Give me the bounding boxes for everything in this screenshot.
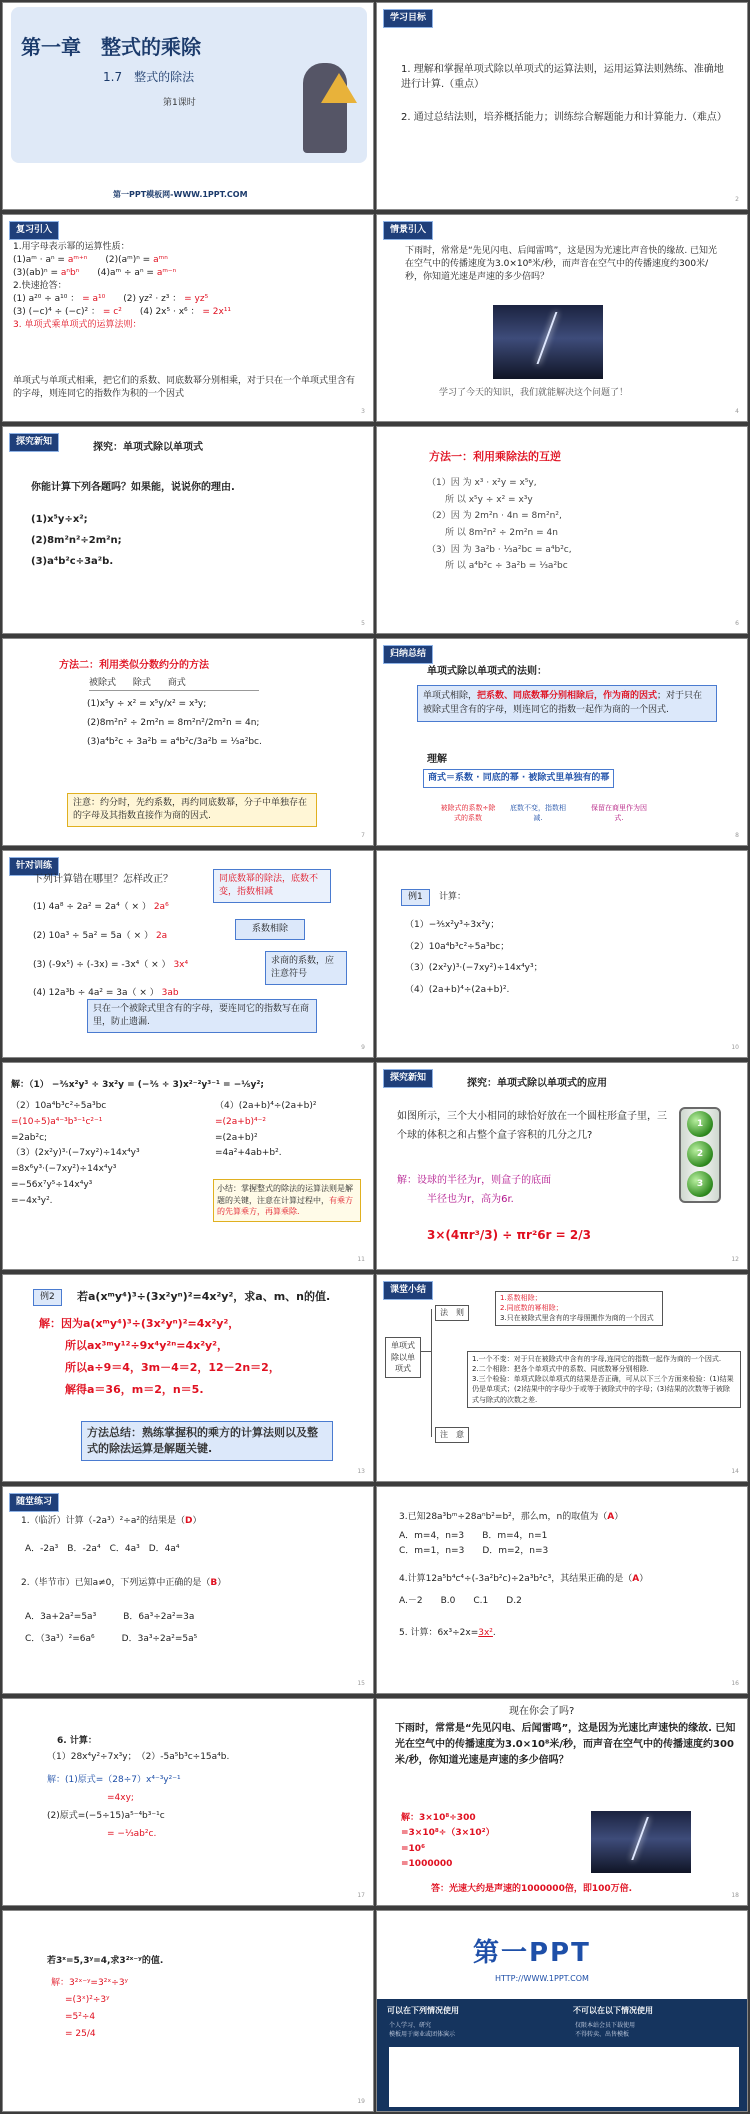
problem: (2)8m²n²÷2m²n; [31,535,122,546]
section-tag: 针对训练 [9,857,59,876]
rule-heading: 单项式除以单项式的法则： [427,666,547,677]
slide-7-method2 [2,638,374,846]
fraction-row: (3)a⁴b²c ÷ 3a²b = a⁴b²c/3a²b = ⅓a²bc. [87,736,262,747]
exercise: (3) (−c)⁴ ÷ (−c)² ： [13,307,100,318]
solution-line: =4xy; [107,1793,134,1803]
page-number: 13 [357,1468,365,1476]
step: 所 以 a⁴b²c ÷ 3a²b = ⅓a²bc [445,561,568,572]
note-item: 2.二个相除：把各个单项式中的系数、同底数幂分别相除. [472,1365,649,1374]
page-number: 5 [361,620,365,628]
allowed-item: 个人学习、研究 [389,2022,432,2029]
solution-line: 解：设球的半径为r，则盒子的底面 [397,1175,552,1186]
answer: aᵐ⁺ⁿ [67,255,88,266]
formula-part: 被除式里单独有的幂 [528,773,610,783]
ball: 1 [687,1111,713,1137]
answer: aᵐ⁻ⁿ [156,268,177,279]
method-summary: 方法总结：熟练掌握积的乘方的计算法则以及整式的除法运算是解题关键. [81,1421,333,1461]
callout: 只在一个被除式里含有的字母，要连同它的指数写在商里，防止遗漏. [87,999,317,1033]
multiplication-rule: 单项式与单项式相乘，把它们的系数、同底数幂分别相乘，对于只在一个单项式里含有的字母，则连同它的指数作为积的一个因式 [13,376,356,400]
usage-forbidden: 不可以在以下情况使用 [573,2006,653,2015]
section-tag: 随堂练习 [9,1493,59,1512]
option: C．4a³ [109,1544,140,1554]
solution-line: =8x⁶y³·(−7xy²)÷14x⁴y³ [11,1164,117,1174]
example-label: 例1 [401,889,430,906]
practice-question: 下列计算错在哪里？怎样改正？ [33,874,173,885]
slide-6-method1 [376,426,748,634]
answer: A [632,1574,640,1584]
option: A．3a+2a²=5a³ [25,1612,97,1622]
example-label: 例2 [33,1289,62,1306]
slide-13-example2 [2,1274,374,1482]
slide-18-revisit [376,1698,748,1906]
page-number: 18 [731,1892,739,1900]
solution-line: =2ab²c; [11,1132,48,1143]
final-answer: 答：光速大约是声速的1000000倍，即100万倍. [431,1884,633,1894]
item: (4) 12a³b ÷ 4a² = 3a（ × ） [33,988,159,999]
callout: 系数相除 [235,919,305,940]
review-q3: 3. 单项式乘单项式的运算法则： [13,320,142,331]
answer: = c² [102,307,122,318]
solution-line: 所以a÷9＝4，3m－4＝2，12－2n＝2， [65,1361,280,1374]
page-number: 11 [357,1256,365,1264]
step: 所 以 x⁵y ÷ x² = x³y [445,494,533,505]
branch-note: 注 意 [435,1427,469,1443]
forbidden-item: 仅限本站会员下载使用 [575,2022,636,2029]
rule-item: 2.同底数的幂相除； [500,1303,563,1312]
fraction-row: (1)x⁵y ÷ x² = x⁵y/x² = x³y; [87,699,207,709]
exercise: (4) 2x⁵ · x⁶ ： [139,307,200,318]
formula: (1)aᵐ · aⁿ = [13,255,65,266]
solution-line: =−4x³y². [11,1195,53,1206]
exercise: (2) yz² · z³ ： [123,294,182,305]
solution-line: 解得a＝36，m＝2，n＝5. [65,1383,204,1396]
solution-line: 解：（1） −⅗x²y³ ÷ 3x²y = (−⅗ ÷ 3)x²⁻²y³⁻¹ = −⅕y²; [11,1080,264,1090]
exercise: (1) a²⁰ ÷ a¹⁰ ： [13,294,80,305]
col-header: 除式 [132,678,151,688]
solution-line: =(2a+b)⁴⁻² [215,1116,267,1127]
slide-9-practice [2,850,374,1058]
chapter-title: 第一章 整式的乘除 [21,35,201,59]
solution-line: =(3ˣ)²÷3ʸ [65,1995,110,2006]
question: 3.已知28a³bᵐ÷28aⁿb²=b²，那么m，n的取值为（ [399,1512,608,1522]
slide-19-exponent [2,1910,374,2112]
slide-15-exercise: 随堂练习 1.（临沂）计算（-2a³）²÷a²的结果是（D） A．-2a³ B．-2a⁴ C．4a³ D．4a⁴ 2.（毕节市）已知a≠0，下列运算中正确的是（B） A．3a+2a²=5a³ B．6a³÷2a²=3a C．（3a³）²=6a⁶ D．3a³÷2a²=5a⁵ 15 [2,1486,374,1694]
option: B．6a³÷2a²=3a [123,1612,195,1622]
option: D．m=2，n=3 [482,1546,549,1557]
section-tag: 探究新知 [9,433,59,452]
solution-line: =−56x⁷y⁵÷14x⁴y³ [11,1179,93,1190]
step: （1）因 为 x³ · x²y = x⁵y, [427,478,537,488]
slide-17-calculation [2,1698,374,1906]
answer: = 2x¹¹ [202,307,232,318]
formula-part: 商式＝系数 [428,773,474,783]
question: 若3ˣ=5,3ʸ=4,求3²ˣ⁻ʸ的值. [47,1956,164,1966]
solution-line: = 25/4 [65,2029,96,2040]
volume-equation: 3×(4πr³/3) ÷ πr²6r = 2/3 [427,1228,591,1242]
answer: aᵐⁿ [153,255,168,266]
page-number: 9 [361,1044,365,1052]
rule-text: 单项式相除， [423,691,478,701]
rule-item: 1.系数相除； [500,1294,542,1302]
example-intro: 计算： [439,892,467,902]
question: 2.（毕节市）已知a≠0，下列运算中正确的是（ [21,1578,211,1588]
slide-4-scenario [376,214,748,422]
note-box: 注意：约分时，先约系数，再约同底数幂，分子中单独存在的字母及其指数直接作为商的因式. [67,793,317,827]
rule-text: ；对于只在被除式里含有的字母，则连同它的指数一起作为商的一个因式. [423,691,703,716]
problem: （2）10a⁴b³c²÷5a³bc； [405,941,510,952]
note: 底数不变，指数相减. [510,804,566,823]
problem: （1）−⅗x²y³÷3x²y； [405,920,500,930]
option: D．3a³÷2a²=5a⁵ [121,1633,198,1644]
problem: (1)x⁵y÷x²; [31,514,88,525]
branch-rule: 法 则 [435,1305,469,1321]
option: C．m=1，n=3 [399,1546,465,1557]
page-number: 2 [735,196,739,204]
solution-line: (2)原式=(−5÷15)a⁵⁻⁴b³⁻¹c [47,1811,165,1821]
page-number: 17 [357,1892,365,1900]
slide-14-recap [376,1274,748,1482]
col-header: 商式 [167,678,186,688]
ball: 2 [687,1141,713,1167]
section-tag: 课堂小结 [383,1281,433,1300]
slide-10-example1 [376,850,748,1058]
slide-8-summary [376,638,748,846]
solution-line: （3）(2x²y)³·(−7xy²)÷14x⁴y³ [11,1148,140,1159]
method-title: 方法一：利用乘除法的互逆 [429,450,561,463]
revisit-title: 现在你会了吗? [509,1706,575,1717]
review-q1: 1.用字母表示幂的运算性质： [13,242,130,252]
tip-emphasis: 有乘方的先算乘方，再算乘除. [217,1195,353,1217]
section-tag: 学习目标 [383,9,433,28]
slide-16-exercise: 3.已知28a³bᵐ÷28aⁿb²=b²，那么m，n的取值为（A） A．m=4，n=3 B．m=4，n=1 C．m=1，n=3 D．m=2，n=3 4.计算12a⁵b⁴c⁴÷(-3a²b²c)÷2a³b²c³，其结果正确的是（A） A.－2 B.0 C.1 D.2 5. 计算：6x³÷2x=3x². 16 [376,1486,748,1694]
solution-line: 解：3²ˣ⁻ʸ=3²ˣ÷3ʸ [51,1978,128,1988]
item: (1) 4a⁸ ÷ 2a² = 2a⁴（ × ） [33,902,151,912]
slide-20-credits [376,1910,748,2112]
lesson-label: 第1课时 [163,98,196,108]
slide-2-goals [376,2,748,210]
correction: 2a⁶ [153,902,169,912]
page-number: 12 [731,1256,739,1264]
goal-2: 2. 通过总结法则，培养概括能力；训练综合解题能力和计算能力.（难点） [401,112,727,123]
solution-line: = −⅓ab²c. [107,1829,157,1839]
ruler-icon [321,73,357,103]
step: （3）因 为 3a²b · ⅓a²bc = a⁴b²c, [427,544,572,555]
solution-line: 解：因为a(xᵐy⁴)³÷(3x²yⁿ)²=4x²y²， [39,1317,240,1330]
cylinder-box [679,1107,721,1203]
formula-part: 同底的幂 [482,773,519,783]
answer: A [607,1512,615,1522]
option: C.1 [473,1596,489,1606]
note: 保留在商里作为因式. [591,804,647,823]
item: (3) (-9x⁵) ÷ (-3x) = -3x⁴（ × ） [33,959,171,970]
rule-box [495,1291,663,1326]
note-item: 1.一个不变：对于只在被除式中含有的字母,连同它的指数一起作为商的一个因式. [472,1355,722,1363]
option: D．4a⁴ [148,1544,180,1554]
answer: 3x² [478,1628,493,1638]
connector [431,1309,432,1437]
formula: (2)(aᵐ)ⁿ = [105,255,151,266]
solution-line: =10⁶ [401,1843,426,1854]
solution-line: 解：3×10⁸÷300 [401,1813,476,1823]
slide-3-review [2,214,374,422]
solution-line: =(10÷5)a⁴⁻³b³⁻¹c²⁻¹ [11,1116,103,1127]
note-item: 3.三个检验：单项式除以单项式的结果是否正确，可从以下三个方面来检验：(1)结果仍是单项式；(2)结果中的字母少于或等于被除式中的字母；(3)结果的次数等于被除式与除式的次数之差. [472,1375,734,1404]
page-number: 10 [731,1044,739,1052]
problem: （3）(2x²y)³·(−7xy²)÷14x⁴y³； [405,963,543,974]
scenario-footer: 学习了今天的知识，我们就能解决这个问题了！ [439,388,629,398]
solution-line: 解：(1)原式=（28÷7）x⁴⁻³y²⁻¹ [47,1775,181,1785]
solution-line: 半径也为r，高为6r. [427,1194,514,1205]
correction: 2a [155,930,168,941]
solution-line: （2）10a⁴b³c²÷5a³bc [11,1101,107,1111]
solution-line: =4a²+4ab+b². [215,1148,282,1159]
rule-box [417,685,717,722]
option: B．-2a⁴ [67,1544,101,1554]
answer: B [210,1578,218,1588]
section-tag: 复习引入 [9,221,59,240]
option: C．（3a³）²=6a⁶ [25,1633,95,1644]
page-number: 7 [361,832,365,840]
page-number: 15 [357,1680,365,1688]
section-tag: 归纳总结 [383,645,433,664]
page-number: 6 [735,620,739,628]
lightning-image [493,305,603,379]
option: B．m=4，n=1 [482,1531,548,1541]
answer: aⁿbⁿ [60,268,80,279]
callout: 同底数幂的除法，底数不变，指数相减 [213,869,331,903]
correction: 3x⁴ [173,959,189,970]
question: 4.计算12a⁵b⁴c⁴÷(-3a²b²c)÷2a³b²c³，其结果正确的是（ [399,1574,633,1584]
brand-url: HTTP://WWW.1PPT.COM [495,1974,589,1983]
problem: （4）(2a+b)⁴÷(2a+b)². [405,984,510,995]
note: 被除式的系数÷除式的系数 [440,804,496,823]
solution-line: =3×10⁸÷（3×10²） [401,1828,495,1839]
slide-5-explore [2,426,374,634]
connector [421,1351,431,1352]
step: 所 以 8m²n² ÷ 2m²n = 4n [445,527,558,538]
answer: = a¹⁰ [82,294,106,305]
rule-item: 3.只在被除式里含有的字母照搬作为商的一个因式 [500,1313,654,1322]
allowed-item: 模板用于商业或团体演示 [389,2031,456,2038]
option: A．m=4，n=3 [399,1531,465,1541]
option: A.－2 [399,1596,423,1606]
explore-question: 你能计算下列各题吗？如果能，说说你的理由. [31,482,235,493]
page-number: 14 [731,1468,739,1476]
solution-line: 所以ax³ᵐy¹²÷9x⁴y²ⁿ=4x²y²， [65,1339,228,1352]
page-number: 16 [731,1680,739,1688]
rule-emphasis: 把系数、同底数幂分别相除后，作为商的因式 [477,691,658,701]
scenario-text: 下雨时，常常是“先见闪电、后闻雷鸣”，这是因为光速比声音快的缘故. 已知光在空气中的传播速度为3.0×10⁸米/秒，而声音在空气中的传播速度约300米/秒，你知道光速是声速的多少倍吗？ [405,246,718,283]
callout: 求商的系数，应注意符号 [265,951,347,985]
recap-root: 单项式除以单项式 [385,1337,421,1378]
col-header: 被除式 [89,678,117,688]
brand-logo: 第一PPT [473,1938,591,1968]
site-name: 第一PPT模板网-WWW.1PPT.COM [113,190,248,199]
page-number: 3 [361,408,365,416]
solution-line: =(2a+b)² [215,1132,258,1143]
step: （2）因 为 2m²n · 4n = 8m²n², [427,511,562,522]
explore-title: 探究：单项式除以单项式 [93,442,203,453]
slide-1-cover [2,2,374,210]
note-box [467,1351,741,1408]
tip-box [213,1179,361,1222]
method-title: 方法二：利用类似分数约分的方法 [59,660,209,671]
slide-11-solution1 [2,1062,374,1270]
section-tag: 探究新知 [383,1069,433,1088]
forbidden-item: 不得转卖、出售模板 [575,2031,630,2038]
page-number: 19 [357,2098,365,2106]
explore-title: 探究：单项式除以单项式的应用 [467,1078,607,1089]
solution-line: =5²÷4 [65,2012,96,2023]
question: 1.（临沂）计算（-2a³）²÷a²的结果是（ [21,1516,185,1526]
option: B.0 [440,1596,456,1606]
link-list [389,2047,739,2107]
formula: (4)aᵐ ÷ aⁿ = [97,268,154,279]
problem: （1）28x⁴y²÷7x³y； （2）-5a⁵b³c÷15a⁴b. [47,1752,230,1762]
question: 6. 计算： [57,1736,97,1746]
formula: (3)(ab)ⁿ = [13,268,58,279]
example-question: 若a(xᵐy⁴)³÷(3x²yⁿ)²=4x²y²，求a、m、n的值. [77,1290,331,1303]
review-q2: 2.快速抢答： [13,281,67,292]
page-number: 4 [735,408,739,416]
tip-text: 小结：掌握整式的除法的运算法则是解题的关键，注意在计算过程中， [217,1184,353,1205]
fraction-row: (2)8m²n² ÷ 2m²n = 8m²n²/2m²n = 4n; [87,717,260,728]
option: D.2 [506,1596,522,1606]
problem: (3)a⁴b²c÷3a²b. [31,556,114,567]
understand-label: 理解 [427,754,447,765]
page-number: 8 [735,832,739,840]
solution-line: =1000000 [401,1858,453,1869]
solution-line: （4）(2a+b)⁴÷(2a+b)² [215,1101,317,1111]
formula-box: 商式＝系数 · 同底的幂 · 被除式里单独有的幂 [423,769,614,788]
answer: D [184,1516,193,1526]
option: A．-2a³ [25,1544,59,1554]
ball: 3 [687,1171,713,1197]
section-tag: 情景引入 [383,221,433,240]
application-question: 如图所示，三个大小相同的球恰好放在一个圆柱形盒子里，三个球的体积之和占整个盒子容积的几分之几? [397,1111,667,1141]
slide-12-application [376,1062,748,1270]
section-title: 1.7 整式的除法 [103,70,195,84]
answer: = yz⁵ [184,294,209,305]
revisit-text: 下雨时，常常是“先见闪电、后闻雷鸣”，这是因为光速比声速快的缘故. 已知光在空气中的传播速度为3.0×10⁸米/秒，而声音在空气中的传播速度约300米/秒，你知道光速是声速的多少倍吗？ [395,1723,736,1766]
question: 5. 计算：6x³÷2x= [399,1628,479,1638]
item: (2) 10a³ ÷ 5a² = 5a（ × ） [33,930,154,941]
correction: 3ab [161,988,179,999]
usage-allowed: 可以在下列情况使用 [387,2006,459,2015]
lightning-image [591,1811,691,1873]
goal-1: 1. 理解和掌握单项式除以单项式的运算法则，运用运算法则熟练、准确地进行计算.（重点） [401,64,724,90]
